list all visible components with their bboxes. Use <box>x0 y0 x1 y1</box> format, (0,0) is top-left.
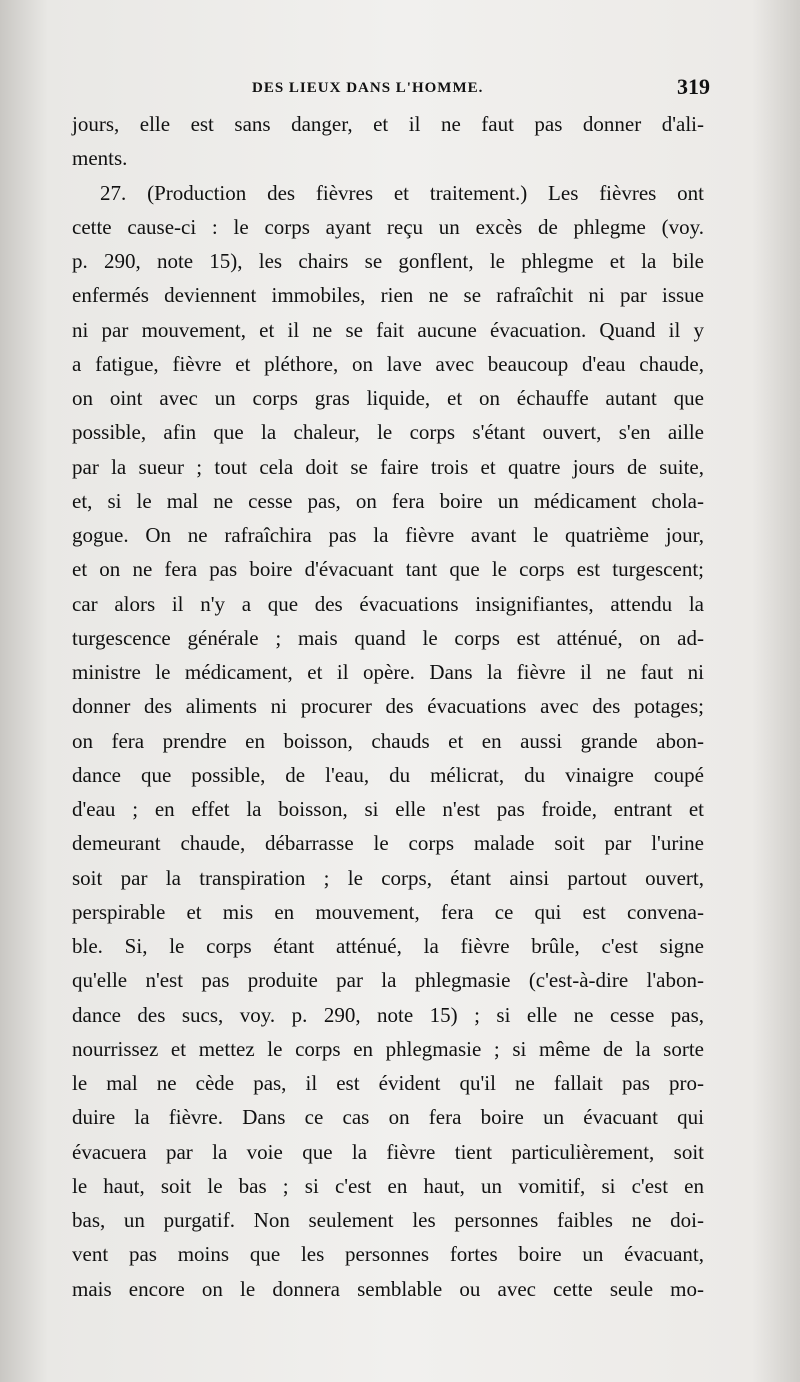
text-line: dance que possible, de l'eau, du mélicrat, du vinaigre coupé <box>72 762 704 787</box>
text-line: demeurant chaude, débarrasse le corps malade soit par l'urine <box>72 831 704 856</box>
text-line: vent pas moins que les personnes fortes boire un évacuant, <box>72 1242 704 1267</box>
text-line: possible, afin que la chaleur, le corps s'étant ouvert, s'en aille <box>72 420 704 445</box>
text-line: cette cause-ci : le corps ayant reçu un excès de phlegme (voy. <box>72 214 704 239</box>
text-line: qu'elle n'est pas produite par la phlegmasie (c'est-à-dire l'abon- <box>72 968 704 993</box>
text-line: turgescence générale ; mais quand le corps est atténué, on ad- <box>72 625 704 650</box>
page-number: 319 <box>677 74 710 99</box>
running-title: DES LIEUX DANS L'HOMME. <box>252 80 484 96</box>
page-header <box>72 74 708 104</box>
text-line: dance des sucs, voy. p. 290, note 15) ; si elle ne cesse pas, <box>72 1002 704 1027</box>
text-line: bas, un purgatif. Non seulement les personnes faibles ne doi- <box>72 1208 704 1232</box>
text-line: le mal ne cède pas, il est évident qu'il ne fallait pas pro- <box>72 1071 704 1095</box>
text-line: ni par mouvement, et il ne se fait aucune évacuation. Quand il y <box>72 317 704 342</box>
text-line: évacuera par la voie que la fièvre tient particulièrement, soit <box>72 1139 704 1164</box>
text-line: p. 290, note 15), les chairs se gonflent, le phlegme et la bile <box>72 249 704 273</box>
text-line: donner des aliments ni procurer des évacuations avec des potages; <box>72 694 704 719</box>
text-line: par la sueur ; tout cela doit se faire trois et quatre jours de suite, <box>72 454 704 479</box>
text-line: 27. (Production des fièvres et traitement.) Les fièvres ont <box>100 180 704 205</box>
text-line: d'eau ; en effet la boisson, si elle n'est pas froide, entrant et <box>72 797 704 821</box>
text-line: car alors il n'y a que des évacuations insignifiantes, attendu la <box>72 591 704 616</box>
text-line: soit par la transpiration ; le corps, étant ainsi partout ouvert, <box>72 865 704 890</box>
text-line: gogue. On ne rafraîchira pas la fièvre avant le quatrième jour, <box>72 523 704 547</box>
text-line: ble. Si, le corps étant atténué, la fièvre brûle, c'est signe <box>72 934 704 958</box>
text-line: ments. <box>72 146 128 171</box>
text-line: perspirable et mis en mouvement, fera ce qui est convena- <box>72 899 704 924</box>
text-line: on fera prendre en boisson, chauds et en aussi grande abon- <box>72 728 704 753</box>
text-line: nourrissez et mettez le corps en phlegmasie ; si même de la sorte <box>72 1036 704 1061</box>
text-line: le haut, soit le bas ; si c'est en haut, un vomitif, si c'est en <box>72 1173 704 1198</box>
text-line: et, si le mal ne cesse pas, on fera boire un médicament chola- <box>72 488 704 513</box>
text-line: mais encore on le donnera semblable ou avec cette seule mo- <box>72 1276 704 1301</box>
body-text <box>72 107 704 1306</box>
text-line: ministre le médicament, et il opère. Dans la fièvre il ne faut ni <box>72 660 704 684</box>
text-line: enfermés deviennent immobiles, rien ne se rafraîchit ni par issue <box>72 283 704 308</box>
text-line: a fatigue, fièvre et pléthore, on lave avec beaucoup d'eau chaude, <box>72 351 704 376</box>
text-line: jours, elle est sans danger, et il ne faut pas donner d'ali- <box>72 112 704 136</box>
text-line: duire la fièvre. Dans ce cas on fera boire un évacuant qui <box>72 1105 704 1130</box>
text-line: et on ne fera pas boire d'évacuant tant que le corps est turgescent; <box>72 557 704 582</box>
text-line: on oint avec un corps gras liquide, et on échauffe autant que <box>72 386 704 410</box>
